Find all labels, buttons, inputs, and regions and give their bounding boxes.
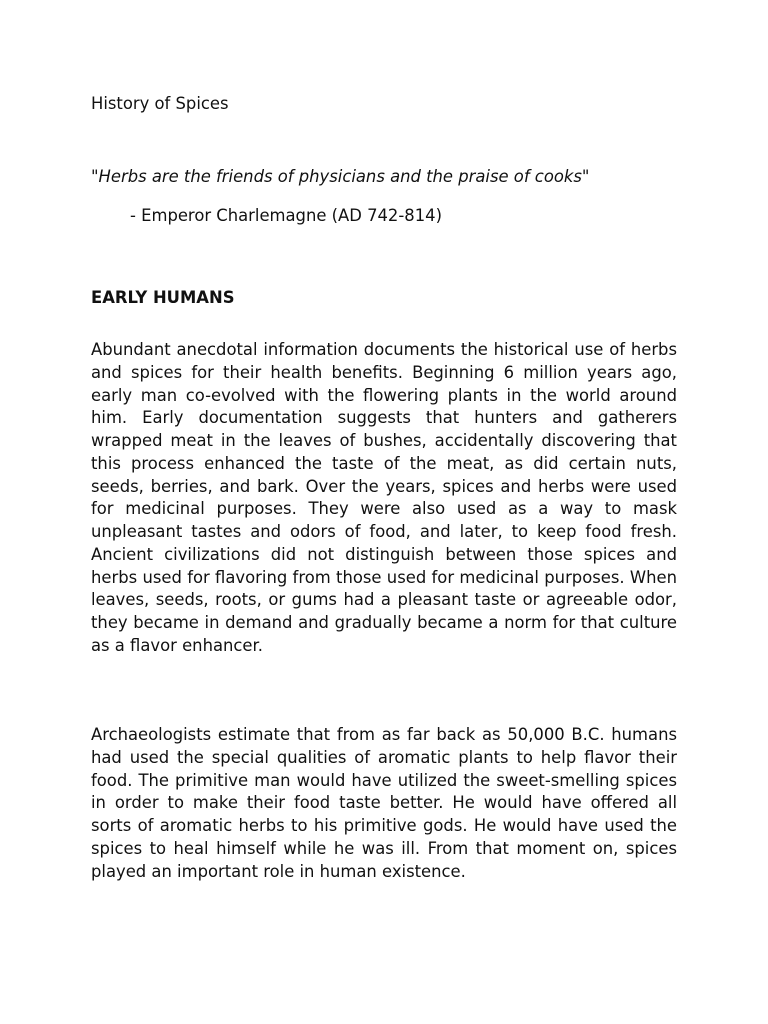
quote-attribution: - Emperor Charlemagne (AD 742-814) xyxy=(130,206,442,225)
quote-open-mark: " xyxy=(91,167,99,186)
quote-text: Herbs are the friends of physicians and the praise of cooks xyxy=(98,167,582,186)
epigraph-quote xyxy=(91,166,589,188)
section-heading: EARLY HUMANS xyxy=(91,288,235,307)
body-paragraph: Abundant anecdotal information documents the historical use of herbs and spices for their health benefits. Beginning 6 million years ago, early man co-evolved with the flowering plants in the world around him. Early documentation suggests that hunters and gatherers wrapped meat in the leaves of bushes, accidentally discovering that this process enhanced the taste of the meat, as did certain nuts, seeds, berries, and bark. Over the years, spices and herbs were used for medicinal purposes. They were also used as a way to mask unpleasant tastes and odors of food, and later, to keep food fresh. Ancient civilizations did not distinguish between those spices and herbs used for flavoring from those used for medicinal purposes. When leaves, seeds, roots, or gums had a pleasant taste or agreeable odor, they became in demand and gradually became a norm for that culture as a flavor enhancer. xyxy=(91,340,677,655)
body-paragraph: Archaeologists estimate that from as far back as 50,000 B.C. humans had used the special qualities of aromatic plants to help flavor their food. The primitive man would have utilized the sweet-smelling spices in order to make their food taste better. He would have offered all sorts of aromatic herbs to his primitive gods. He would have used the spices to heal himself while he was ill. From that moment on, spices played an important role in human existence. xyxy=(91,725,677,881)
document-title: History of Spices xyxy=(91,94,229,113)
quote-close-mark: " xyxy=(581,167,590,186)
